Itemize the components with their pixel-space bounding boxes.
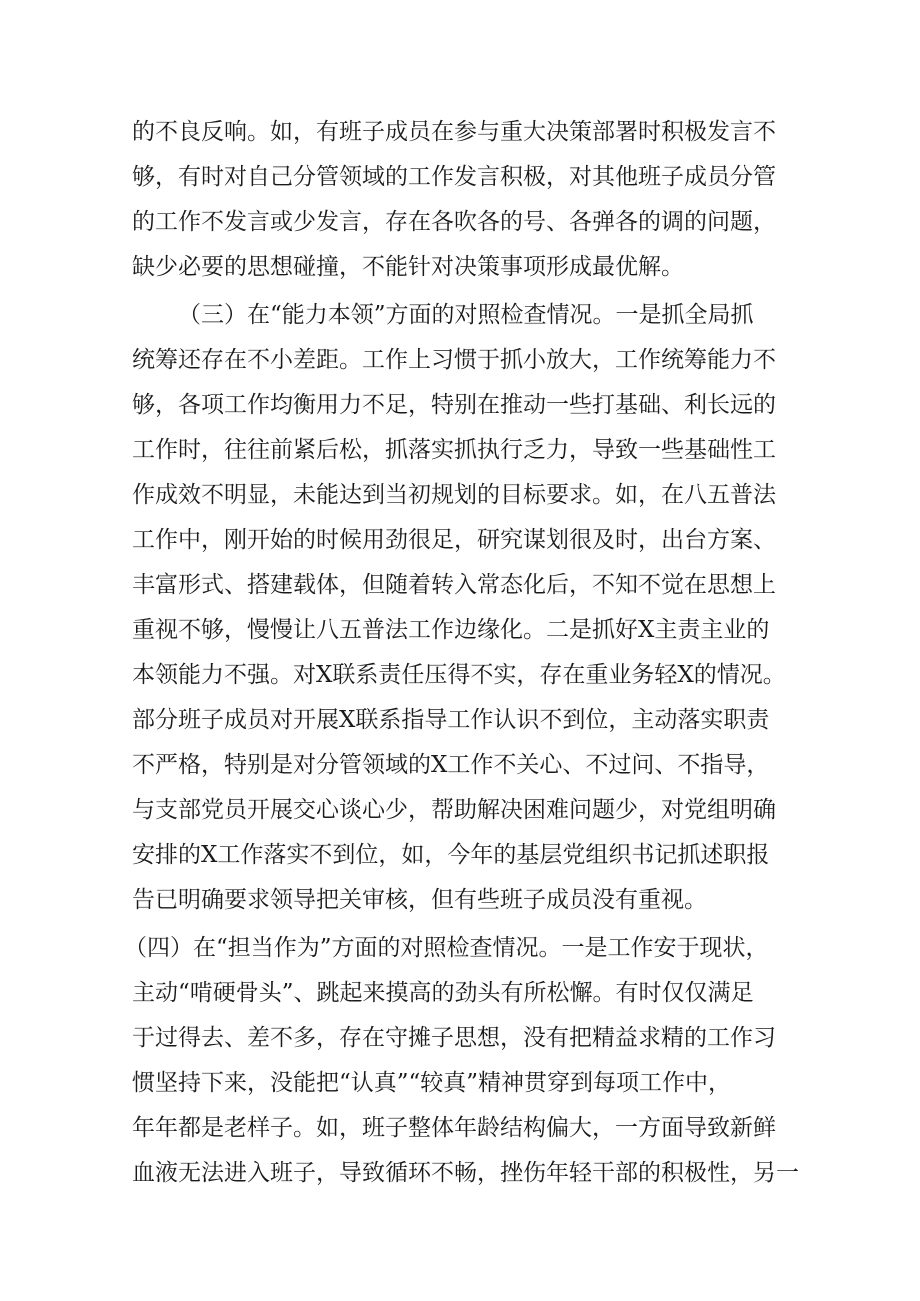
text-line: 够，各项工作均衡用力不足，特别在推动一些打基础、利长远的 xyxy=(132,392,776,418)
text-line: 作成效不明显，未能达到当初规划的目标要求。如，在八五普法 xyxy=(132,482,776,508)
text-line: 于过得去、差不多，存在守摊子思想，没有把精益求精的工作习 xyxy=(132,1025,776,1051)
text-line: 缺少必要的思想碰撞，不能针对决策事项形成最优解。 xyxy=(132,254,684,280)
text-line: 主动“啃硬骨头”、跳起来摸高的劲头有所松懈。有时仅仅满足 xyxy=(132,980,754,1006)
text-line: 丰富形式、搭建载体，但随着转入常态化后，不知不觉在思想上 xyxy=(132,572,776,598)
text-line: 工作中，刚开始的时候用劲很足，研究谋划很及时，出台方案、 xyxy=(132,527,776,553)
text-line: 统筹还存在不小差距。工作上习惯于抓小放大，工作统筹能力不 xyxy=(132,347,776,373)
text-line: 惯坚持下来，没能把“认真”“较真”精神贯穿到每项工作中， xyxy=(132,1070,732,1096)
text-line: 够，有时对自己分管领域的工作发言积极，对其他班子成员分管 xyxy=(132,164,776,190)
text-line: 年年都是老样子。如，班子整体年龄结构偏大，一方面导致新鲜 xyxy=(132,1115,776,1141)
text-line: 安排的X工作落实不到位，如，今年的基层党组织书记抓述职报 xyxy=(132,842,770,868)
section-heading-three: （三）在“能力本领”方面的对照检查情况。一是抓全局抓 xyxy=(178,302,754,328)
text-line: 告已明确要求领导把关审核，但有些班子成员没有重视。 xyxy=(132,887,707,913)
text-line: 不严格，特别是对分管领域的X工作不关心、不过问、不指导， xyxy=(132,752,770,778)
text-line: 工作时，往往前紧后松，抓落实抓执行乏力，导致一些基础性工 xyxy=(132,437,776,463)
section-heading-four: （四）在“担当作为”方面的对照检查情况。一是工作安于现状， xyxy=(124,935,769,961)
text-line: 重视不够，慢慢让八五普法工作边缘化。二是抓好X主责主业的 xyxy=(132,617,770,643)
text-line: 部分班子成员对开展X联系指导工作认识不到位，主动落实职责 xyxy=(132,707,770,733)
text-line: 与支部党员开展交心谈心少，帮助解决困难问题少，对党组明确 xyxy=(132,797,776,823)
text-line: 的工作不发言或少发言，存在各吹各的号、各弹各的调的问题， xyxy=(132,209,776,235)
text-line: 的不良反响。如，有班子成员在参与重大决策部署时积极发言不 xyxy=(132,119,776,145)
text-line: 血液无法进入班子，导致循环不畅，挫伤年轻干部的积极性，另一 xyxy=(132,1160,799,1186)
text-line: 本领能力不强。对X联系责任压得不实，存在重业务轻X的情况。 xyxy=(132,662,786,688)
